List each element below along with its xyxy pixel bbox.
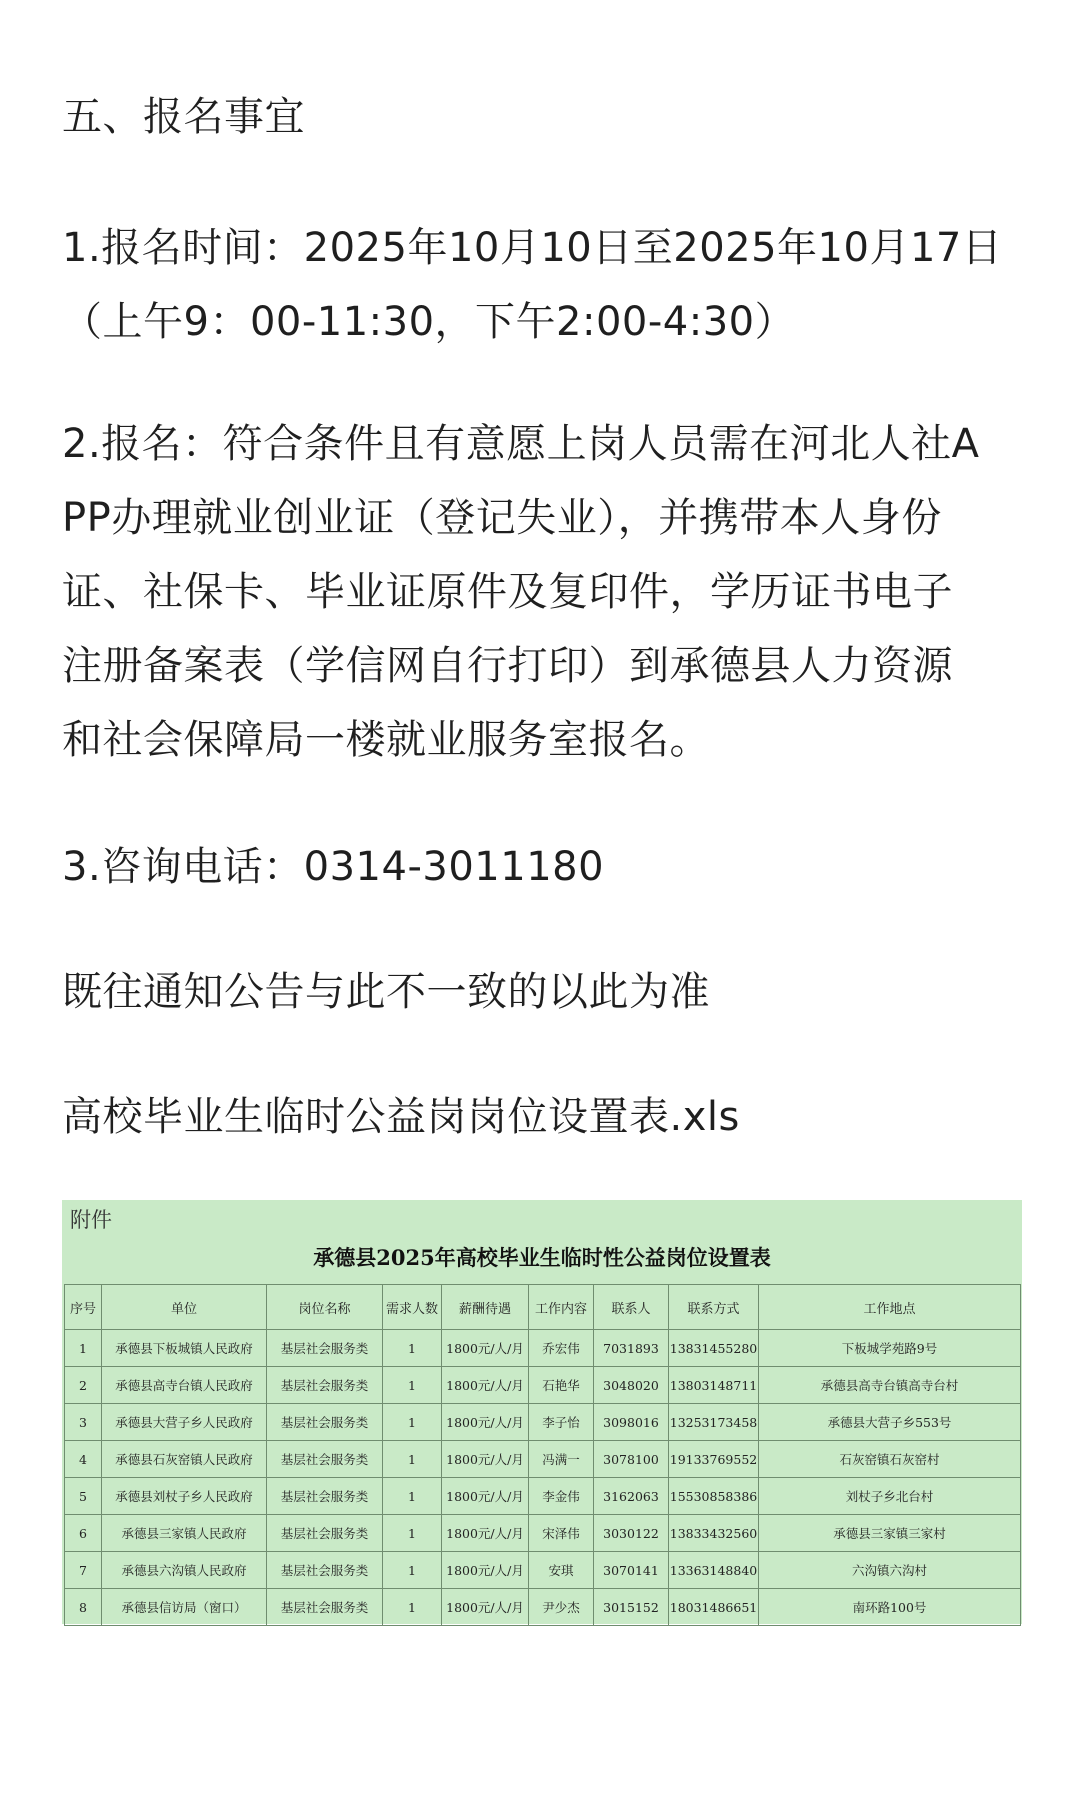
registration-line: 证、社保卡、毕业证原件及复印件，学历证书电子 — [62, 569, 953, 615]
table-cell: 3078100 — [594, 1441, 669, 1478]
table-row — [65, 1478, 1021, 1515]
table-cell: 承德县信访局（窗口） — [102, 1589, 267, 1626]
table-cell: 13803148711 — [669, 1367, 759, 1404]
table-cell: 13363148840 — [669, 1552, 759, 1589]
column-header: 单位 — [102, 1285, 267, 1330]
table-cell: 尹少杰 — [529, 1589, 594, 1626]
registration-line: 2.报名：符合条件且有意愿上岗人员需在河北人社A — [62, 421, 980, 467]
registration-time-line-1: 1.报名时间：2025年10月10日至2025年10月17日 — [62, 225, 1003, 271]
registration-time — [62, 211, 1028, 359]
table-cell: 5 — [65, 1478, 102, 1515]
table-cell: 基层社会服务类 — [267, 1589, 383, 1626]
table-cell: 3162063 — [594, 1478, 669, 1515]
table-cell: 3098016 — [594, 1404, 669, 1441]
attachment-table-title: 承德县2025年高校毕业生临时性公益岗位设置表 — [313, 1245, 771, 1270]
table-cell: 承德县刘杖子乡人民政府 — [102, 1478, 267, 1515]
table-cell: 1 — [383, 1589, 442, 1626]
table-row — [65, 1404, 1021, 1441]
consult-phone: 3.咨询电话：0314-3011180 — [62, 844, 605, 890]
table-cell: 15530858386 — [669, 1478, 759, 1515]
table-cell: 下板城学苑路9号 — [759, 1330, 1021, 1367]
table-cell: 2 — [65, 1367, 102, 1404]
table-cell: 3015152 — [594, 1589, 669, 1626]
table-cell: 六沟镇六沟村 — [759, 1552, 1021, 1589]
table-cell: 1800元/人/月 — [442, 1330, 529, 1367]
attachment-image[interactable] — [62, 1200, 1022, 1624]
table-cell: 7031893 — [594, 1330, 669, 1367]
table-cell: 13253173458 — [669, 1404, 759, 1441]
positions-table — [64, 1284, 1021, 1626]
table-cell: 13831455280 — [669, 1330, 759, 1367]
table-cell: 1 — [383, 1515, 442, 1552]
table-cell: 基层社会服务类 — [267, 1367, 383, 1404]
table-cell: 3030122 — [594, 1515, 669, 1552]
table-cell: 承德县大营子乡人民政府 — [102, 1404, 267, 1441]
column-header: 薪酬待遇 — [442, 1285, 529, 1330]
table-header-row — [65, 1285, 1021, 1330]
table-cell: 1 — [383, 1441, 442, 1478]
table-cell: 1 — [383, 1367, 442, 1404]
registration-line: 注册备案表（学信网自行打印）到承德县人力资源 — [62, 643, 953, 689]
table-cell: 承德县三家镇人民政府 — [102, 1515, 267, 1552]
section-heading: 五、报名事宜 — [62, 94, 305, 140]
table-cell: 8 — [65, 1589, 102, 1626]
column-header: 岗位名称 — [267, 1285, 383, 1330]
table-cell: 安琪 — [529, 1552, 594, 1589]
table-cell: 宋泽伟 — [529, 1515, 594, 1552]
table-cell: 6 — [65, 1515, 102, 1552]
table-cell: 1800元/人/月 — [442, 1589, 529, 1626]
table-cell: 承德县高寺台镇人民政府 — [102, 1367, 267, 1404]
table-cell: 基层社会服务类 — [267, 1441, 383, 1478]
column-header: 工作地点 — [759, 1285, 1021, 1330]
table-cell: 基层社会服务类 — [267, 1404, 383, 1441]
table-cell: 1800元/人/月 — [442, 1441, 529, 1478]
table-cell: 基层社会服务类 — [267, 1515, 383, 1552]
notice-note: 既往通知公告与此不一致的以此为准 — [62, 969, 710, 1015]
table-cell: 3 — [65, 1404, 102, 1441]
table-row — [65, 1441, 1021, 1478]
registration-line: PP办理就业创业证（登记失业），并携带本人身份 — [62, 495, 942, 541]
table-cell: 13833432560 — [669, 1515, 759, 1552]
attachment-file-link[interactable]: 高校毕业生临时公益岗岗位设置表.xls — [62, 1094, 740, 1140]
registration-line: 和社会保障局一楼就业服务室报名。 — [62, 717, 710, 763]
table-cell: 1 — [65, 1330, 102, 1367]
table-cell: 4 — [65, 1441, 102, 1478]
table-cell: 1 — [383, 1552, 442, 1589]
table-cell: 1800元/人/月 — [442, 1478, 529, 1515]
table-cell: 1 — [383, 1404, 442, 1441]
table-row — [65, 1589, 1021, 1626]
table-cell: 南环路100号 — [759, 1589, 1021, 1626]
table-cell: 乔宏伟 — [529, 1330, 594, 1367]
column-header: 序号 — [65, 1285, 102, 1330]
table-cell: 1800元/人/月 — [442, 1404, 529, 1441]
table-cell: 1 — [383, 1478, 442, 1515]
table-cell: 刘杖子乡北台村 — [759, 1478, 1021, 1515]
column-header: 需求人数 — [383, 1285, 442, 1330]
table-cell: 7 — [65, 1552, 102, 1589]
table-cell: 1800元/人/月 — [442, 1552, 529, 1589]
table-cell: 1800元/人/月 — [442, 1515, 529, 1552]
table-cell: 承德县石灰窑镇人民政府 — [102, 1441, 267, 1478]
table-cell: 李子怡 — [529, 1404, 594, 1441]
table-row — [65, 1330, 1021, 1367]
table-cell: 冯满一 — [529, 1441, 594, 1478]
table-cell: 石艳华 — [529, 1367, 594, 1404]
table-cell: 李金伟 — [529, 1478, 594, 1515]
registration-method — [62, 407, 1028, 777]
table-cell: 1 — [383, 1330, 442, 1367]
registration-time-line-2: （上午9：00-11:30，下午2:00-4:30） — [62, 299, 796, 345]
column-header: 联系方式 — [669, 1285, 759, 1330]
table-cell: 承德县大营子乡553号 — [759, 1404, 1021, 1441]
table-row — [65, 1515, 1021, 1552]
table-cell: 基层社会服务类 — [267, 1330, 383, 1367]
table-cell: 3070141 — [594, 1552, 669, 1589]
table-cell: 基层社会服务类 — [267, 1478, 383, 1515]
table-cell: 承德县三家镇三家村 — [759, 1515, 1021, 1552]
table-cell: 石灰窑镇石灰窑村 — [759, 1441, 1021, 1478]
table-cell: 19133769552 — [669, 1441, 759, 1478]
table-cell: 承德县下板城镇人民政府 — [102, 1330, 267, 1367]
table-cell: 3048020 — [594, 1367, 669, 1404]
table-row — [65, 1552, 1021, 1589]
column-header: 联系人 — [594, 1285, 669, 1330]
table-cell: 1800元/人/月 — [442, 1367, 529, 1404]
table-cell: 基层社会服务类 — [267, 1552, 383, 1589]
table-cell: 18031486651 — [669, 1589, 759, 1626]
table-cell: 承德县六沟镇人民政府 — [102, 1552, 267, 1589]
attachment-label: 附件 — [70, 1208, 112, 1232]
table-row — [65, 1367, 1021, 1404]
column-header: 工作内容 — [529, 1285, 594, 1330]
table-cell: 承德县高寺台镇高寺台村 — [759, 1367, 1021, 1404]
